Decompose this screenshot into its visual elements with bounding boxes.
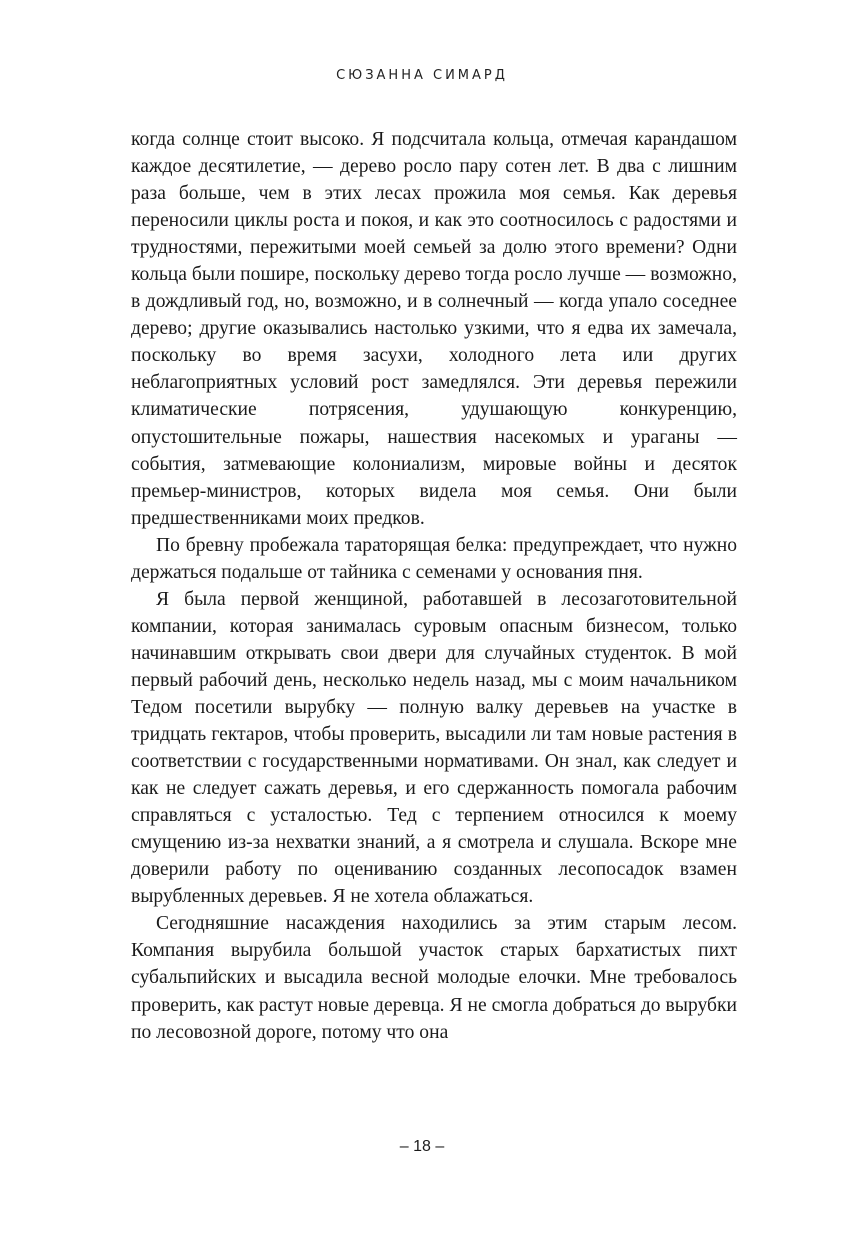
paragraph: По бревну пробежала тараторящая белка: предупреждает, что нужно держаться подальше от тайника с семенами у основания пня.	[131, 534, 737, 583]
paragraph: Я была первой женщиной, работавшей в лесозаготовительной компании, которая занималась суровым опасным бизнесом, только начинавшим открывать свои двери для случайных студенток. В мой первый рабочий день, несколько недель назад, мы с моим начальником Тедом посетили вырубку — полную валку деревьев на участке в тридцать гектаров, чтобы проверить, высадили ли там новые растения в соответствии с государственными нормативами. Он знал, как следует и как не следует сажать деревья, и его сдержанность помогала рабочим справляться с усталостью. Тед с терпением относился к моему смущению из-за нехватки знаний, а я смотрела и слушала. Вскоре мне доверили работу по оцениванию созданных лесопосадок взамен вырубленных деревьев. Я не хотела облажаться.	[131, 588, 737, 908]
body-text	[131, 126, 737, 1046]
page-number: – 18 –	[399, 1138, 445, 1155]
paragraph-continuation: когда солнце стоит высоко. Я подсчитала кольца, отмечая карандашом каждое десятилетие, — дерево росло пару сотен лет. В два с лишним раза больше, чем в этих лесах прожила моя семья. Как деревья переносили циклы роста и покоя, и как это соотносилось с радостями и трудностями, пережитыми моей семьей за долю этого времени? Одни кольца были пошире, поскольку дерево тогда росло лучше — возможно, в дождливый год, но, возможно, и в солнечный — когда упало соседнее дерево; другие оказывались настолько узкими, что я едва их замечала, поскольку во время засухи, холодного лета или других неблагоприятных условий рост замедлялся. Эти деревья пережили климатические потрясения, удушающую конкуренцию, опустошительные пожары, нашествия насекомых и ураганы — события, затмевающие колониализм, мировые войны и десяток премьер-министров, которых видела моя семья. Они были предшественниками моих предков.	[131, 129, 737, 529]
paragraph: Сегодняшние насаждения находились за этим старым лесом. Компания вырубила большой участок старых бархатистых пихт субальпийских и высадила весной молодые елочки. Мне требовалось проверить, как растут новые деревца. Я не смогла добраться до вырубки по лесовозной дороге, потому что она	[131, 913, 737, 1043]
running-header: СЮЗАННА СИМАРД	[336, 68, 508, 83]
